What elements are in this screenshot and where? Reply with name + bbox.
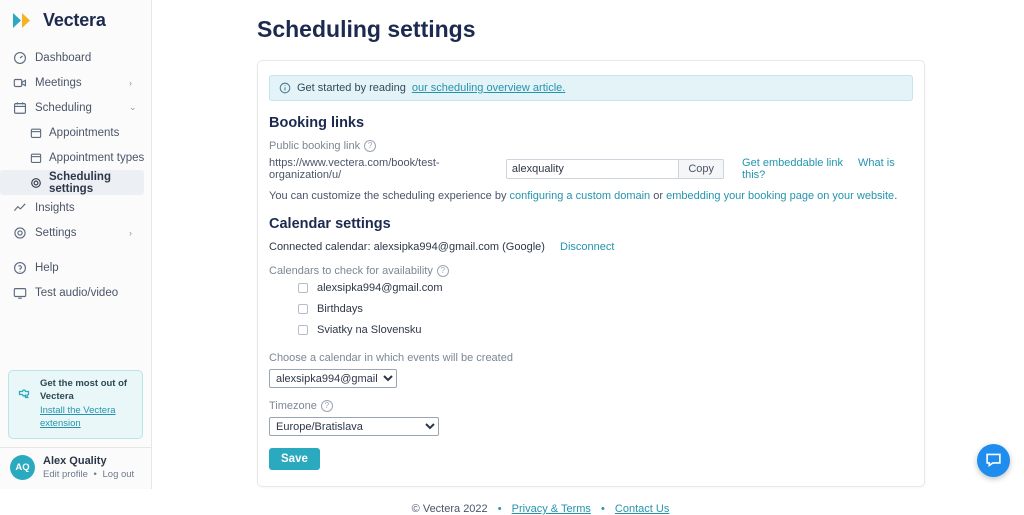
save-row — [269, 436, 913, 470]
link-separator: • — [93, 469, 97, 480]
sidebar-item-appointments[interactable] — [0, 120, 151, 145]
get-embeddable-link[interactable]: Get embeddable link — [742, 157, 843, 169]
install-extension-link[interactable]: Install the Vectera extension — [40, 405, 116, 430]
gear-icon — [13, 226, 27, 240]
help-icon[interactable]: ? — [321, 400, 333, 412]
booking-url-prefix: https://www.vectera.com/book/test-organization/u/ — [269, 157, 440, 181]
sidebar-item-label: Scheduling — [35, 101, 92, 114]
what-is-this-link[interactable]: What is this? — [742, 157, 895, 181]
embed-booking-page-link[interactable]: embedding your booking page on your website — [666, 190, 895, 202]
timezone-label — [269, 400, 913, 412]
info-icon — [279, 82, 291, 94]
public-booking-link-label — [269, 140, 913, 152]
user-meta — [43, 455, 134, 480]
sidebar-item-label: Meetings — [35, 76, 82, 89]
disconnect-link[interactable]: Disconnect — [560, 241, 615, 253]
scheduling-overview-link[interactable]: our scheduling overview article. — [411, 82, 566, 94]
copy-button[interactable]: Copy — [679, 159, 724, 179]
sidebar-item-dashboard[interactable] — [0, 45, 151, 70]
availability-checkbox[interactable] — [298, 304, 308, 314]
chat-launcher-button[interactable] — [977, 444, 1010, 477]
info-banner-text: Get started by reading — [297, 82, 406, 94]
sidebar-item-help[interactable] — [0, 255, 151, 280]
sidebar-spacer — [0, 305, 151, 370]
main-content — [152, 0, 1024, 515]
calendar-icon — [13, 101, 27, 115]
customize-hint — [269, 190, 913, 202]
user-panel[interactable] — [0, 447, 151, 489]
booking-links-heading: Booking links — [269, 115, 365, 131]
availability-item-label: Birthdays — [317, 303, 363, 315]
privacy-terms-link[interactable]: Privacy & Terms — [511, 503, 591, 515]
video-icon — [13, 76, 27, 90]
public-booking-link-label-text: Public booking link — [269, 140, 361, 152]
connected-calendar-text: Connected calendar: alexsipka994@gmail.com (Google) — [269, 241, 545, 253]
customize-hint-middle: or — [650, 190, 667, 202]
page-title: Scheduling settings — [257, 16, 476, 42]
help-icon[interactable]: ? — [437, 265, 449, 277]
chat-icon — [985, 451, 1002, 471]
logout-link[interactable]: Log out — [102, 469, 135, 480]
chart-icon — [13, 201, 27, 215]
sidebar-item-label: Test audio/video — [35, 286, 119, 299]
availability-checkbox[interactable] — [298, 283, 308, 293]
brand-name: Vectera — [43, 9, 106, 30]
avatar: AQ — [10, 455, 35, 480]
footer-separator: • — [497, 503, 502, 515]
customize-hint-suffix: . — [894, 190, 898, 202]
booking-extra-links — [742, 157, 913, 181]
help-icon — [13, 261, 27, 275]
footer-copyright: © Vectera 2022 — [411, 503, 488, 515]
monitor-icon — [13, 286, 27, 300]
puzzle-icon — [17, 385, 33, 401]
availability-checkbox[interactable] — [298, 325, 308, 335]
choose-calendar-label — [269, 352, 913, 364]
choose-calendar-select[interactable] — [269, 369, 397, 388]
connected-calendar-row — [269, 241, 913, 253]
calendar-small-icon — [30, 127, 42, 139]
timezone-select[interactable] — [269, 417, 439, 436]
chevron-down-icon: ⌄ — [129, 102, 137, 112]
promo-title: Get the most out of Vectera — [40, 377, 128, 402]
availability-item[interactable] — [298, 282, 913, 294]
customize-hint-prefix: You can customize the scheduling experience by — [269, 190, 510, 202]
availability-item-label: alexsipka994@gmail.com — [317, 282, 443, 294]
sidebar-subitem-label: Appointments — [49, 126, 120, 139]
sidebar-subitem-label: Scheduling settings — [49, 170, 111, 195]
sidebar-subitem-label: Appointment types — [49, 151, 145, 164]
user-links — [43, 469, 134, 480]
extension-promo-card[interactable] — [8, 370, 143, 439]
extension-promo-text — [40, 378, 134, 431]
sidebar-item-label: Help — [35, 261, 59, 274]
vectera-logo-icon — [12, 11, 36, 30]
sidebar-item-insights[interactable] — [0, 195, 151, 220]
calendar-small-icon — [30, 152, 42, 164]
gear-small-icon — [30, 177, 42, 189]
gauge-icon — [13, 51, 27, 65]
availability-label-text: Calendars to check for availability — [269, 265, 433, 277]
booking-slug-input[interactable] — [506, 159, 679, 179]
custom-domain-link[interactable]: configuring a custom domain — [509, 190, 651, 202]
availability-item[interactable] — [298, 303, 913, 315]
timezone-label-text: Timezone — [269, 400, 317, 412]
user-name: Alex Quality — [43, 455, 107, 467]
sidebar-item-label: Settings — [35, 226, 77, 239]
sidebar-item-scheduling-settings[interactable] — [0, 170, 144, 195]
calendar-settings-heading: Calendar settings — [269, 216, 391, 232]
sidebar-item-label: Insights — [35, 201, 75, 214]
chevron-right-icon: › — [129, 77, 132, 88]
sidebar-item-label: Dashboard — [35, 51, 92, 64]
sidebar-item-test-audio-video[interactable] — [0, 280, 151, 305]
sidebar — [0, 0, 152, 489]
booking-link-row — [269, 157, 913, 181]
chevron-right-icon: › — [129, 227, 132, 238]
sidebar-item-meetings[interactable] — [0, 70, 151, 95]
sidebar-item-appointment-types[interactable] — [0, 145, 151, 170]
brand[interactable] — [0, 0, 151, 40]
sidebar-item-settings[interactable] — [0, 220, 151, 245]
settings-card — [257, 60, 925, 487]
help-icon[interactable]: ? — [364, 140, 376, 152]
availability-item[interactable] — [298, 324, 913, 336]
sidebar-item-scheduling[interactable] — [0, 95, 151, 120]
nav-divider-space — [0, 245, 151, 255]
info-banner — [269, 75, 913, 101]
choose-calendar-label-text: Choose a calendar in which events will be created — [269, 352, 513, 364]
footer-separator: • — [600, 503, 605, 515]
footer — [152, 503, 929, 515]
nav — [0, 40, 151, 305]
save-button[interactable]: Save — [269, 448, 320, 470]
edit-profile-link[interactable]: Edit profile — [43, 469, 88, 480]
availability-item-label: Sviatky na Slovensku — [317, 324, 422, 336]
availability-label — [269, 265, 913, 277]
contact-us-link[interactable]: Contact Us — [614, 503, 670, 515]
